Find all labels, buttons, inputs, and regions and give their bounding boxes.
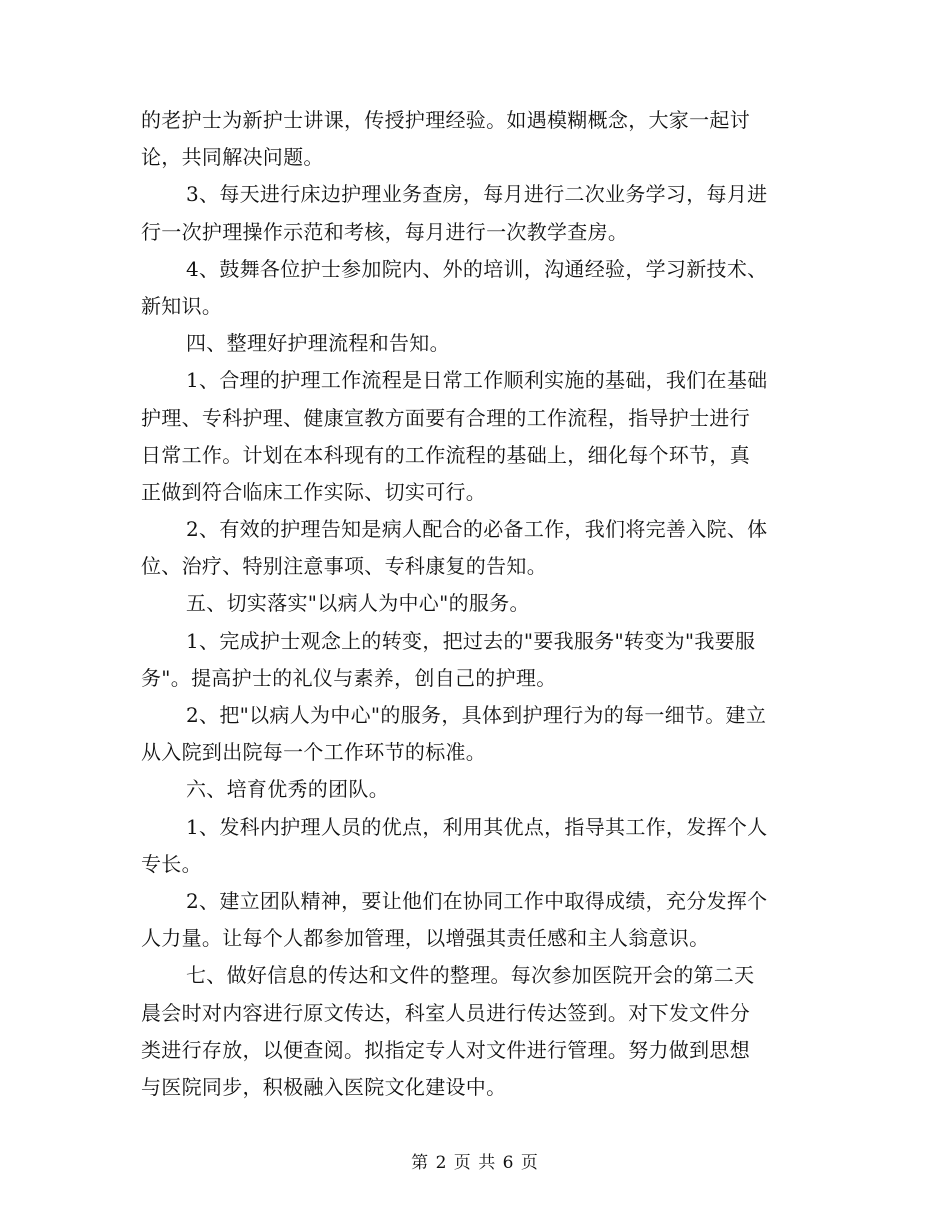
document-body xyxy=(141,102,809,1106)
text-line: 3、每天进行床边护理业务查房，每月进行二次业务学习，每月进 xyxy=(186,182,768,207)
text-line: 1、完成护士观念上的转变，把过去的"要我服务"转变为"我要服 xyxy=(186,628,756,653)
text-line: 位、治疗、特别注意事项、专科康复的告知。 xyxy=(141,554,547,579)
text-line: 论，共同解决问题。 xyxy=(141,145,324,170)
text-line: 七、做好信息的传达和文件的整理。每次参加医院开会的第二天 xyxy=(186,963,755,988)
text-line: 专长。 xyxy=(141,851,202,876)
text-line: 类进行存放，以便查阅。拟指定专人对文件进行管理。努力做到思想 xyxy=(141,1037,750,1062)
text-line: 务"。提高护士的礼仪与素养，创自己的护理。 xyxy=(141,665,557,690)
text-line: 六、培育优秀的团队。 xyxy=(186,777,389,802)
text-line: 晨会时对内容进行原文传达，科室人员进行传达签到。对下发文件分 xyxy=(141,1000,750,1025)
text-line: 正做到符合临床工作实际、切实可行。 xyxy=(141,479,487,504)
text-line: 的老护士为新护士讲课，传授护理经验。如遇模糊概念，大家一起讨 xyxy=(141,108,750,132)
text-line: 四、整理好护理流程和告知。 xyxy=(186,331,450,356)
text-line: 2、把"以病人为中心"的服务，具体到护理行为的每一细节。建立 xyxy=(186,703,767,727)
text-line: 1、合理的护理工作流程是日常工作顺利实施的基础，我们在基础 xyxy=(186,368,768,393)
text-line: 新知识。 xyxy=(141,293,223,318)
text-line: 2、建立团队精神，要让他们在协同工作中取得成绩，充分发挥个 xyxy=(186,888,768,913)
text-line: 五、切实落实"以病人为中心"的服务。 xyxy=(186,591,530,616)
text-line: 4、鼓舞各位护士参加院内、外的培训，沟通经验，学习新技术、 xyxy=(186,256,768,281)
text-line: 从入院到出院每一个工作环节的标准。 xyxy=(141,740,487,765)
text-line: 护理、专科护理、健康宣教方面要有合理的工作流程，指导护士进行 xyxy=(141,405,750,430)
text-line: 行一次护理操作示范和考核，每月进行一次教学查房。 xyxy=(141,219,629,244)
text-line: 与医院同步，积极融入医院文化建设中。 xyxy=(141,1074,507,1099)
page-footer: 第 2 页 共 6 页 xyxy=(411,1153,539,1173)
text-line: 日常工作。计划在本科现有的工作流程的基础上，细化每个环节，真 xyxy=(141,442,750,467)
text-line: 1、发科内护理人员的优点，利用其优点，指导其工作，发挥个人 xyxy=(186,814,768,839)
text-line: 人力量。让每个人都参加管理，以增强其责任感和主人翁意识。 xyxy=(141,926,710,951)
text-line: 2、有效的护理告知是病人配合的必备工作，我们将完善入院、体 xyxy=(186,517,768,542)
